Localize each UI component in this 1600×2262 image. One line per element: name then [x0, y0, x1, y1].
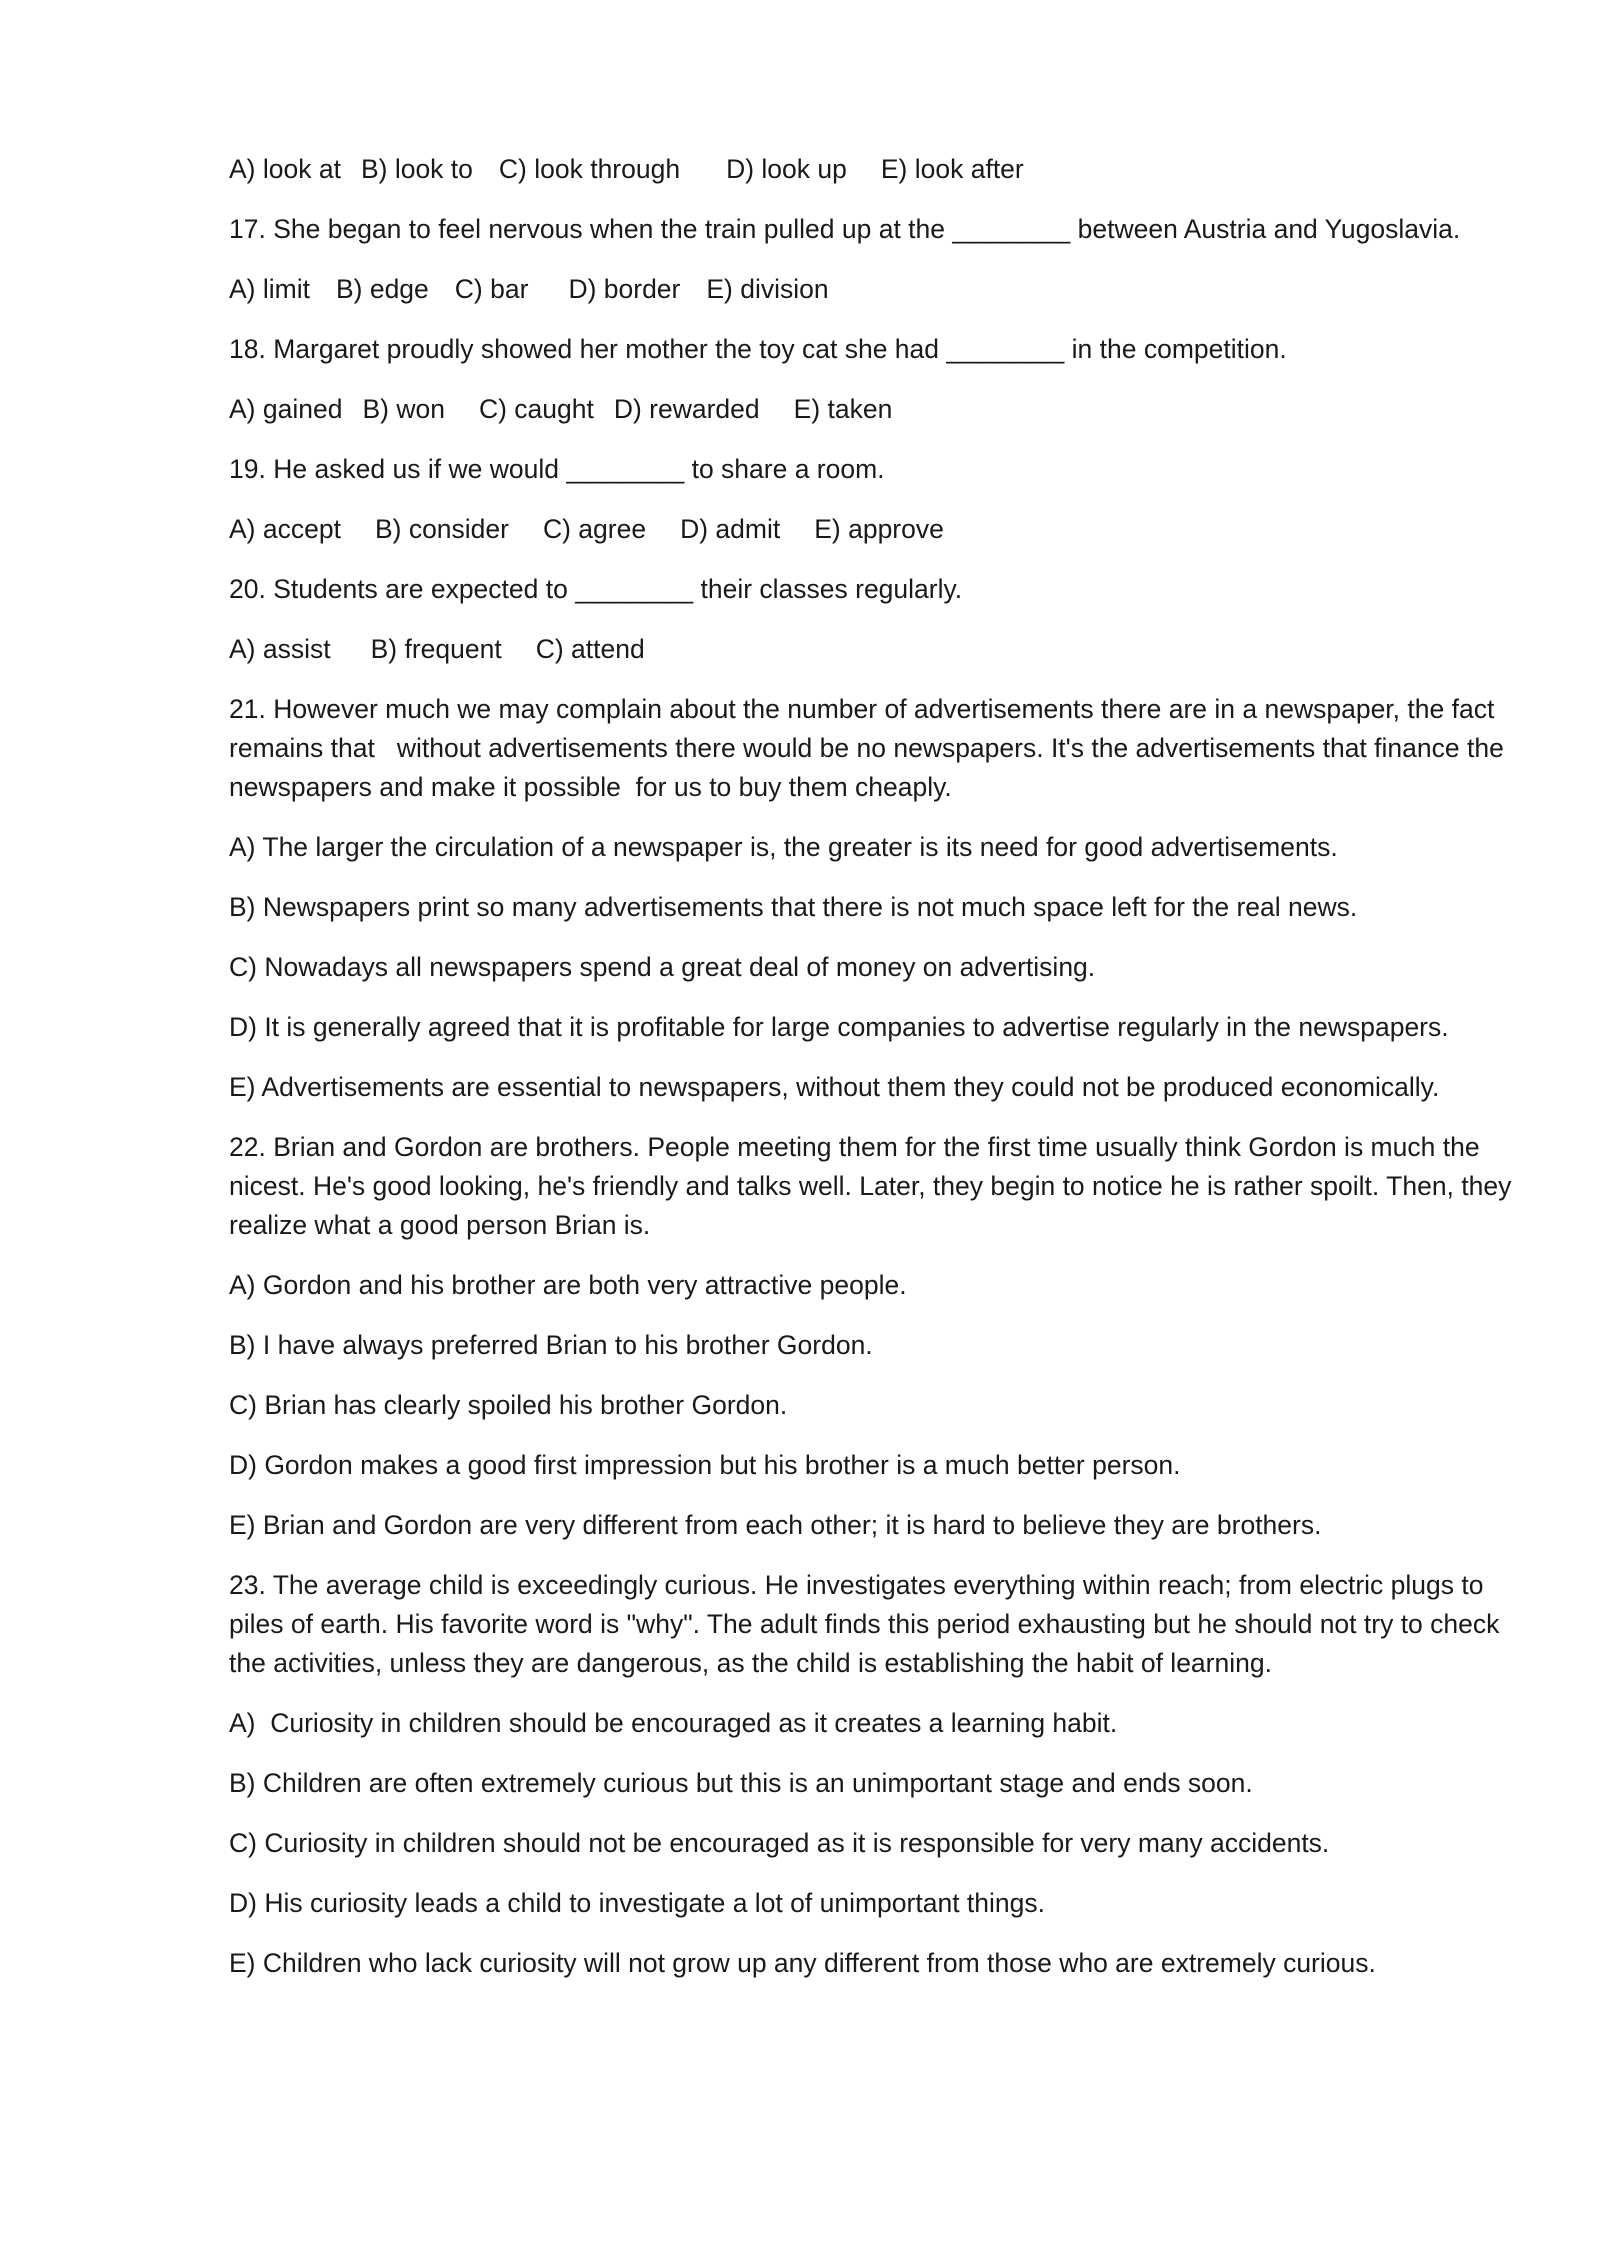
- q22-option-b: B) I have always preferred Brian to his brother Gordon.: [229, 1330, 873, 1360]
- q19-option-a: A) accept: [229, 514, 341, 544]
- q19-option-c: C) agree: [542, 514, 647, 544]
- q23-option-a: A) Curiosity in children should be encouraged as it creates a learning habit.: [229, 1708, 1118, 1738]
- q21-option-d: D) It is generally agreed that it is profitable for large companies to advertise regularly in the newspapers.: [229, 1012, 1449, 1042]
- q21-option-c: C) Nowadays all newspapers spend a great deal of money on advertising.: [229, 952, 1096, 982]
- q20-options: [229, 630, 1529, 669]
- q19-question: 19. He asked us if we would ________ to share a room.: [229, 454, 885, 484]
- q19-option-d: D) admit: [680, 514, 781, 544]
- q20-option-c: C) attend: [535, 634, 645, 664]
- q16-options: [229, 150, 1529, 189]
- q23-option-b: B) Children are often extremely curious but this is an unimportant stage and ends soon.: [229, 1768, 1253, 1798]
- q18-option-c: C) caught: [478, 394, 594, 424]
- q18-option-d: D) rewarded: [613, 394, 760, 424]
- document-page: [229, 150, 1529, 2004]
- q21-question: 21. However much we may complain about the number of advertisements there are in a newspaper, the fact remains that without advertisements there would be no newspapers. It's the advertisements that finance the newspapers and make it possible for us to buy them cheaply.: [229, 694, 1512, 802]
- q17-option-b: B) edge: [335, 274, 429, 304]
- q17-option-c: C) bar: [454, 274, 529, 304]
- q20-question: 20. Students are expected to ________ their classes regularly.: [229, 574, 963, 604]
- q16-option-c: C) look through: [498, 154, 681, 184]
- q20-option-b: B) frequent: [370, 634, 502, 664]
- q18-question: 18. Margaret proudly showed her mother the toy cat she had ________ in the competition.: [229, 334, 1287, 364]
- q21-option-e: E) Advertisements are essential to newspapers, without them they could not be produced economically.: [229, 1072, 1440, 1102]
- q16-option-e: E) look after: [880, 154, 1024, 184]
- q22-option-d: D) Gordon makes a good first impression but his brother is a much better person.: [229, 1450, 1181, 1480]
- q23-option-c: C) Curiosity in children should not be encouraged as it is responsible for very many accidents.: [229, 1828, 1330, 1858]
- q17-option-a: A) limit: [229, 274, 310, 304]
- q18-options: [229, 390, 1529, 429]
- q17-options: [229, 270, 1529, 309]
- q17-option-e: E) division: [706, 274, 829, 304]
- q16-option-d: D) look up: [726, 154, 847, 184]
- q18-option-a: A) gained: [229, 394, 343, 424]
- q21-option-a: A) The larger the circulation of a newspaper is, the greater is its need for good advertisements.: [229, 832, 1338, 862]
- q20-option-a: A) assist: [229, 634, 331, 664]
- q16-option-a: A) look at: [229, 154, 341, 184]
- q22-option-e: E) Brian and Gordon are very different from each other; it is hard to believe they are brothers.: [229, 1510, 1322, 1540]
- q22-option-a: A) Gordon and his brother are both very attractive people.: [229, 1270, 907, 1300]
- q17-option-d: D) border: [568, 274, 681, 304]
- q18-option-b: B) won: [362, 394, 445, 424]
- q23-question: 23. The average child is exceedingly curious. He investigates everything within reach; from electric plugs to piles of earth. His favorite word is "why". The adult finds this period exhausting but he should not try to check the activities, unless they are dangerous, as the child is establishing the habit of learning.: [229, 1570, 1500, 1678]
- q23-option-d: D) His curiosity leads a child to investigate a lot of unimportant things.: [229, 1888, 1046, 1918]
- q22-option-c: C) Brian has clearly spoiled his brother Gordon.: [229, 1390, 788, 1420]
- q19-option-e: E) approve: [814, 514, 944, 544]
- q19-option-b: B) consider: [374, 514, 509, 544]
- q18-option-e: E) taken: [793, 394, 893, 424]
- q22-question: 22. Brian and Gordon are brothers. People meeting them for the first time usually think Gordon is much the nicest. He's good looking, he's friendly and talks well. Later, they begin to notice he is rather spoilt. Then, they realize what a good person Brian is.: [229, 1132, 1512, 1240]
- q17-question: 17. She began to feel nervous when the train pulled up at the ________ between Austria and Yugoslavia.: [229, 214, 1461, 244]
- q21-option-b: B) Newspapers print so many advertisements that there is not much space left for the real news.: [229, 892, 1358, 922]
- q23-option-e: E) Children who lack curiosity will not grow up any different from those who are extremely curious.: [229, 1948, 1376, 1978]
- q19-options: [229, 510, 1529, 549]
- q16-option-b: B) look to: [360, 154, 473, 184]
